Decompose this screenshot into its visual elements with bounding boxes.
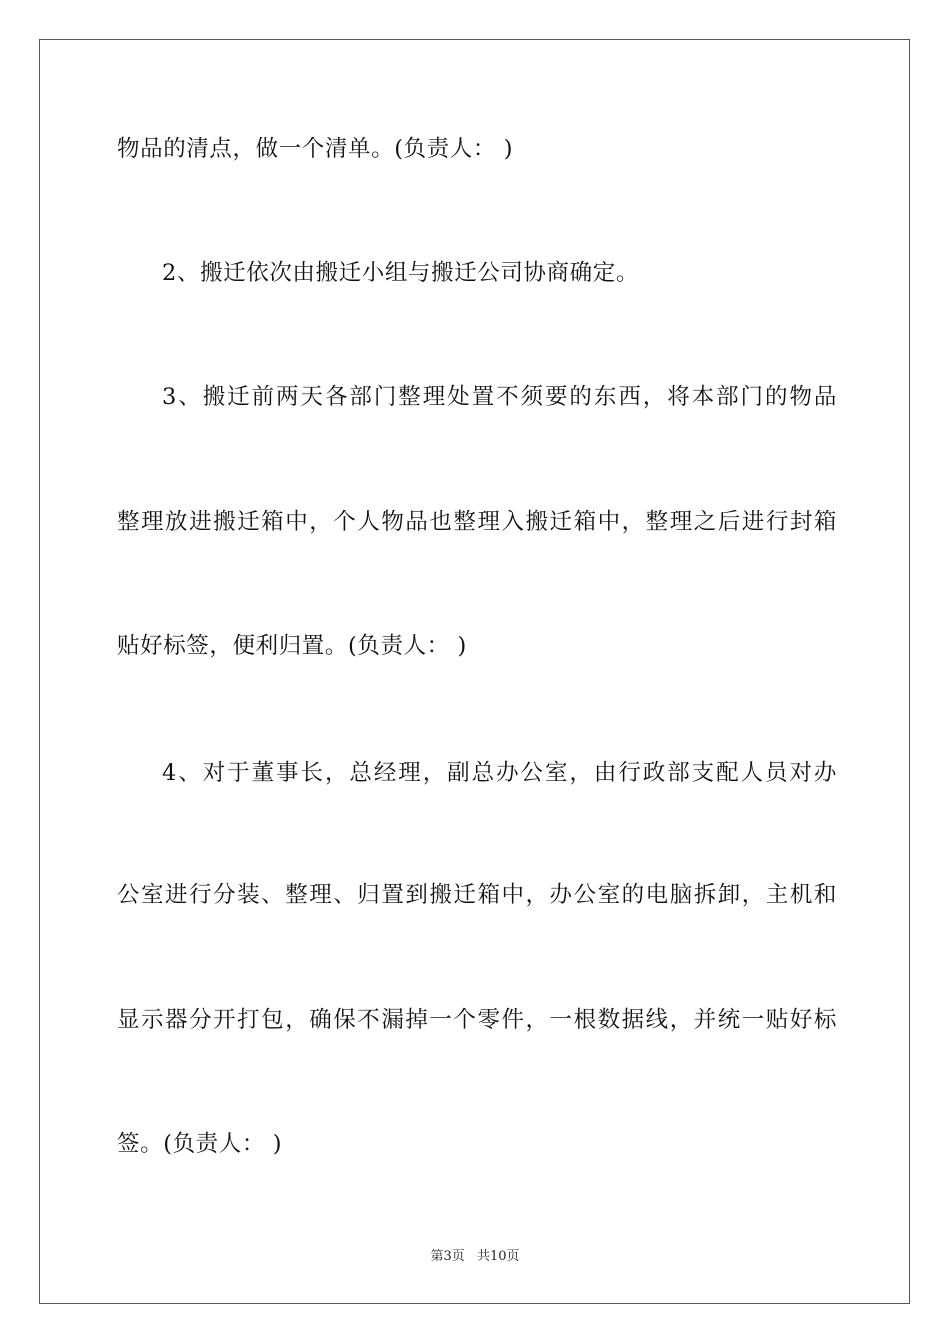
paragraph-line: 3、搬迁前两天各部门整理处置不须要的东西，将本部门的物品 (162, 384, 837, 410)
total-pages: 共10页 (476, 1249, 520, 1264)
paragraph-line: 物品的清点，做一个清单。(负责人： ) (117, 136, 514, 162)
paragraph-line: 贴好标签，便利归置。(负责人： ) (117, 633, 467, 659)
paragraph-line: 签。(负责人： ) (117, 1131, 283, 1157)
page-number: 第3页 (430, 1249, 465, 1264)
paragraph-line: 公室进行分装、整理、归置到搬迁箱中，办公室的电脑拆卸，主机和 (117, 882, 837, 908)
paragraph-line: 4、对于董事长，总经理，副总办公室，由行政部支配人员对办 (162, 760, 837, 786)
paragraph-line: 显示器分开打包，确保不漏掉一个零件，一根数据线，并统一贴好标 (117, 1007, 837, 1033)
paragraph-line: 2、搬迁依次由搬迁小组与搬迁公司协商确定。 (162, 260, 639, 286)
page-footer (0, 1248, 950, 1266)
page-border (39, 39, 910, 1304)
paragraph-line: 整理放进搬迁箱中，个人物品也整理入搬迁箱中，整理之后进行封箱 (117, 509, 837, 535)
